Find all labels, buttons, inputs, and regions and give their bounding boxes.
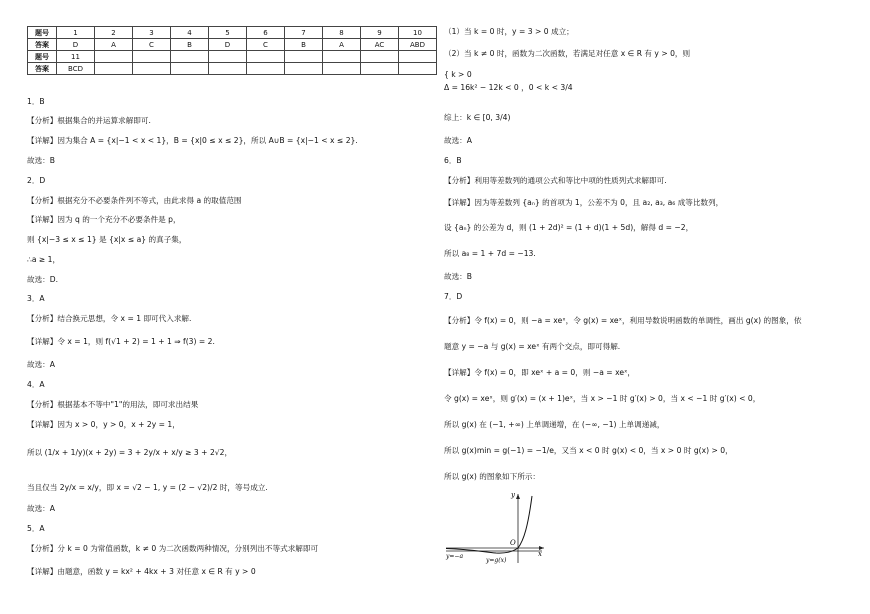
- answer-table-cell: 10: [399, 27, 437, 39]
- answer-table-header-cell: 答案: [28, 63, 57, 75]
- answer-table-cell: A: [95, 39, 133, 51]
- answer-table-cell: B: [285, 39, 323, 51]
- answer-table-cell: [247, 63, 285, 75]
- answer-table-cell: BCD: [57, 63, 95, 75]
- g-function-graph: [444, 488, 554, 566]
- q5-number: 5．A: [27, 524, 45, 533]
- answer-table-cell: D: [209, 39, 247, 51]
- g-curve: [446, 496, 532, 553]
- answer-table-cell: AC: [361, 39, 399, 51]
- answer-table-cell: 5: [209, 27, 247, 39]
- answer-table-cell: C: [133, 39, 171, 51]
- q6-detail: 【详解】因为等差数列 {aₙ} 的首项为 1，公差不为 0，且 a₂, a₃, a₆ 成等比数列，: [444, 198, 724, 207]
- q6-choice: 故选：B: [444, 272, 472, 281]
- q5-detail: 【详解】由题意，函数 y = kx² + 4kx + 3 对任意 x ∈ R 有 y > 0: [27, 567, 256, 576]
- q5-case-2: （2）当 k ≠ 0 时，函数为二次函数，若满足对任意 x ∈ R 有 y > 0，则: [444, 49, 691, 58]
- q2-analysis: 【分析】根据充分不必要条件列不等式，由此求得 a 的取值范围: [27, 196, 242, 205]
- y-axis-label: y: [511, 491, 515, 499]
- answer-table-cell: 3: [133, 27, 171, 39]
- q3-choice: 故选：A: [27, 360, 55, 369]
- answer-table-cell: ABD: [399, 39, 437, 51]
- q6-number: 6．B: [444, 156, 462, 165]
- answer-table-cell: [399, 63, 437, 75]
- q6-detail-2: 设 {aₙ} 的公差为 d，则 (1 + 2d)² = (1 + d)(1 + 5d)，解得 d = −2，: [444, 223, 694, 232]
- answer-table-cell: [399, 51, 437, 63]
- q5-case-1: （1）当 k = 0 时，y = 3 > 0 成立；: [444, 27, 574, 36]
- q5-conclusion: 综上：k ∈ [0, 3/4): [444, 113, 511, 122]
- q7-detail-3: 所以 g(x) 在 (−1, +∞) 上单调递增，在 (−∞, −1) 上单调递减，: [444, 420, 665, 429]
- answer-table-cell: [361, 63, 399, 75]
- q1-number: 1．B: [27, 97, 45, 106]
- answer-table-cell: 1: [57, 27, 95, 39]
- q2-detail-3: ∴a ≥ 1，: [27, 255, 61, 264]
- x-axis-label: x: [538, 550, 542, 558]
- q7-detail-4: 所以 g(x)min = g(−1) = −1/e，又当 x < 0 时 g(x) < 0，当 x > 0 时 g(x) > 0，: [444, 446, 733, 455]
- answer-table-cell: [285, 51, 323, 63]
- q2-detail: 【详解】因为 q 的一个充分不必要条件是 p，: [27, 215, 181, 224]
- answer-table-cell: 2: [95, 27, 133, 39]
- q2-number: 2．D: [27, 176, 46, 185]
- answer-table-cell: A: [323, 39, 361, 51]
- q3-detail: 【详解】令 x = 1，则 f(√1 + 2) = 1 + 1 ⇒ f(3) = 2.: [27, 337, 215, 346]
- q5-system-1: { k > 0: [444, 70, 472, 79]
- answer-table-cell: [171, 51, 209, 63]
- q7-detail: 【详解】令 f(x) = 0，即 xeˣ + a = 0，则 −a = xeˣ，: [444, 368, 635, 377]
- q7-analysis: 【分析】令 f(x) = 0，则 −a = xeˣ，令 g(x) = xeˣ，利用导数说明函数的单调性，画出 g(x) 的图象，依: [444, 316, 802, 325]
- q7-analysis-2: 题意 y = −a 与 g(x) = xeˣ 有两个交点，即可得解.: [444, 342, 621, 351]
- answer-table-row: [28, 51, 437, 63]
- answer-table-cell: [171, 63, 209, 75]
- q1-choice: 故选：B: [27, 156, 55, 165]
- answer-table-cell: C: [247, 39, 285, 51]
- answer-table-header-cell: 题号: [28, 51, 57, 63]
- answer-table: [27, 26, 437, 75]
- answer-table-cell: 9: [361, 27, 399, 39]
- answer-table-cell: [361, 51, 399, 63]
- answer-table-cell: B: [171, 39, 209, 51]
- answer-table-cell: [133, 51, 171, 63]
- q6-analysis: 【分析】利用等差数列的通项公式和等比中项的性质列式求解即可.: [444, 176, 667, 185]
- q4-detail-3: 当且仅当 2y/x = x/y，即 x = √2 − 1, y = (2 − √2)/2 时，等号成立.: [27, 483, 268, 492]
- curve-label: y=g(x): [486, 557, 507, 564]
- answer-table-row: [28, 63, 437, 75]
- q6-detail-3: 所以 a₈ = 1 + 7d = −13.: [444, 249, 536, 258]
- answer-table-cell: 6: [247, 27, 285, 39]
- answer-table-cell: [133, 63, 171, 75]
- answer-table-cell: 11: [57, 51, 95, 63]
- q5-analysis: 【分析】分 k = 0 为常值函数，k ≠ 0 为二次函数两种情况，分别列出不等式求解即可: [27, 544, 319, 553]
- q2-choice: 故选：D.: [27, 275, 59, 284]
- answer-table-cell: [285, 63, 323, 75]
- q4-analysis: 【分析】根据基本不等中"1"的用法，即可求出结果: [27, 400, 199, 409]
- origin-label: O: [510, 539, 516, 547]
- answer-table-row: [28, 39, 437, 51]
- answer-table-cell: [247, 51, 285, 63]
- answer-table-cell: [95, 51, 133, 63]
- q1-analysis: 【分析】根据集合的并运算求解即可.: [27, 116, 151, 125]
- q4-detail: 【详解】因为 x > 0，y > 0，x + 2y = 1，: [27, 420, 180, 429]
- q4-choice: 故选：A: [27, 504, 55, 513]
- answer-table-header-cell: 题号: [28, 27, 57, 39]
- answer-table-cell: [209, 51, 247, 63]
- q3-analysis: 【分析】结合换元思想，令 x = 1 即可代入求解.: [27, 314, 192, 323]
- answer-table-cell: [209, 63, 247, 75]
- q5-choice: 故选：A: [444, 136, 472, 145]
- line-label: y=−a: [446, 553, 464, 560]
- answer-table-cell: D: [57, 39, 95, 51]
- answer-table-cell: 4: [171, 27, 209, 39]
- answer-table-row: [28, 27, 437, 39]
- q2-detail-2: 则 {x|−3 ≤ x ≤ 1} 是 {x|x ≤ a} 的真子集，: [27, 235, 187, 244]
- answer-table-cell: 8: [323, 27, 361, 39]
- q4-detail-2: 所以 (1/x + 1/y)(x + 2y) = 3 + 2y/x + x/y ≥ 3 + 2√2，: [27, 448, 233, 457]
- answer-table-cell: [323, 51, 361, 63]
- q7-detail-2: 令 g(x) = xeˣ，则 g′(x) = (x + 1)eˣ，当 x > −1 时 g′(x) > 0，当 x < −1 时 g′(x) < 0，: [444, 394, 761, 403]
- q3-number: 3．A: [27, 294, 45, 303]
- answer-table-cell: [95, 63, 133, 75]
- q7-graph-caption: 所以 g(x) 的图象如下所示：: [444, 472, 541, 481]
- q1-detail: 【详解】因为集合 A = {x|−1 < x < 1}，B = {x|0 ≤ x ≤ 2}，所以 A∪B = {x|−1 < x ≤ 2}.: [27, 136, 358, 145]
- q7-number: 7．D: [444, 292, 463, 301]
- q5-system-2: Δ = 16k² − 12k < 0 ，0 < k < 3/4: [444, 83, 573, 92]
- answer-table-header-cell: 答案: [28, 39, 57, 51]
- q4-number: 4．A: [27, 380, 45, 389]
- y-axis-arrow-icon: [516, 494, 520, 499]
- answer-table-cell: [323, 63, 361, 75]
- answer-table-cell: 7: [285, 27, 323, 39]
